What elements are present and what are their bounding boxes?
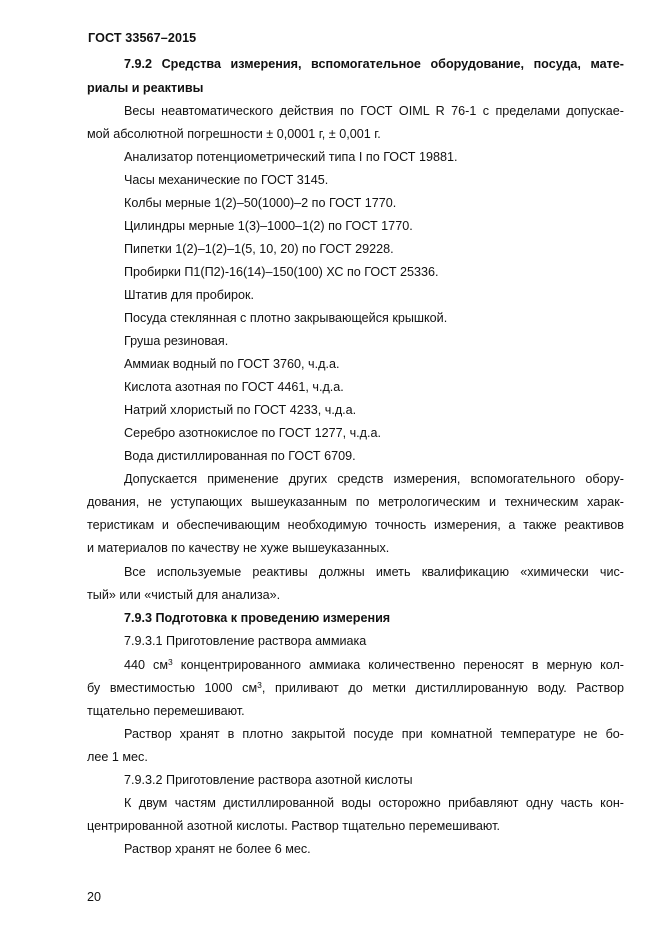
list-item-analyzer: Анализатор потенциометрический типа I по ГОСТ 19881. [124,150,458,164]
text-fragment: концентрированного аммиака количественно переносят в мерную кол- [172,658,624,672]
list-item-distilled-water: Вода дистиллированная по ГОСТ 6709. [124,449,356,463]
page-number: 20 [87,890,102,904]
section-heading-7-9-2-cont: риалы и реактивы [87,81,204,95]
section-heading-7-9-2: 7.9.2 Средства измерения, вспомогательное оборудование, посуда, мате- [124,57,624,71]
list-item-tube-rack: Штатив для пробирок. [124,288,254,302]
text-fragment: бу вместимостью 1000 см [87,681,258,695]
list-item-nitric-acid: Кислота азотная по ГОСТ 4461, ч.д.а. [124,380,344,394]
list-item-clock: Часы механические по ГОСТ 3145. [124,173,329,187]
paragraph-reagents: Все используемые реактивы должны иметь квалификацию «химически чис- [124,565,624,579]
paragraph-ammonia-transfer-cont: тщательно перемешивают. [87,704,245,718]
paragraph-ammonia-transfer [124,656,624,674]
list-item-cylinders: Цилиндры мерные 1(3)–1000–1(2) по ГОСТ 1770. [124,219,413,233]
paragraph-acid-mixing: К двум частям дистиллированной воды осторожно прибавляют одну часть кон- [124,796,624,810]
list-item-glassware: Посуда стеклянная с плотно закрывающейся крышкой. [124,311,448,325]
subsection-title-7-9-3-2: 7.9.3.2 Приготовление раствора азотной кислоты [124,773,413,787]
paragraph-permitted-cont: теристикам и обеспечивающим необходимую точность измерения, а также реактивов [87,518,624,532]
paragraph-permitted-cont: и материалов по качеству не хуже вышеуказанных. [87,541,390,555]
paragraph-ammonia-storage-cont: лее 1 мес. [87,750,148,764]
paragraph-acid-storage: Раствор хранят не более 6 мес. [124,842,311,856]
list-item-test-tubes: Пробирки П1(П2)-16(14)–150(100) ХС по ГОСТ 25336. [124,265,439,279]
text-fragment: 440 см [124,658,169,672]
list-item-rubber-bulb: Груша резиновая. [124,334,229,348]
paragraph-scales-cont: мой абсолютной погрешности ± 0,0001 г, ± 0,001 г. [87,127,381,141]
paragraph-ammonia-transfer-cont [87,679,624,697]
list-item-silver-nitrate: Серебро азотнокислое по ГОСТ 1277, ч.д.а. [124,426,381,440]
list-item-ammonia: Аммиак водный по ГОСТ 3760, ч.д.а. [124,357,340,371]
superscript: 3 [257,680,262,690]
superscript: 3 [168,657,173,667]
paragraph-permitted-cont: дования, не уступающих вышеуказанным по метрологическим и техническим харак- [87,495,624,509]
subsection-title-7-9-3-1: 7.9.3.1 Приготовление раствора аммиака [124,634,367,648]
list-item-sodium-chloride: Натрий хлористый по ГОСТ 4233, ч.д.а. [124,403,357,417]
list-item-pipettes: Пипетки 1(2)–1(2)–1(5, 10, 20) по ГОСТ 29228. [124,242,394,256]
text-fragment: , приливают до метки дистиллированную воду. Раствор [261,681,625,695]
section-heading-7-9-3: 7.9.3 Подготовка к проведению измерения [124,611,391,625]
list-item-flasks: Колбы мерные 1(2)–50(1000)–2 по ГОСТ 1770. [124,196,397,210]
paragraph-ammonia-storage: Раствор хранят в плотно закрытой посуде при комнатной температуре не бо- [124,727,624,741]
paragraph-reagents-cont: тый» или «чистый для анализа». [87,588,281,602]
document-header: ГОСТ 33567–2015 [88,31,197,45]
paragraph-scales: Весы неавтоматического действия по ГОСТ OIML R 76-1 с пределами допускае- [124,104,624,118]
paragraph-permitted: Допускается применение других средств измерения, вспомогательного обору- [124,472,624,486]
paragraph-acid-mixing-cont: центрированной азотной кислоты. Раствор тщательно перемешивают. [87,819,500,833]
